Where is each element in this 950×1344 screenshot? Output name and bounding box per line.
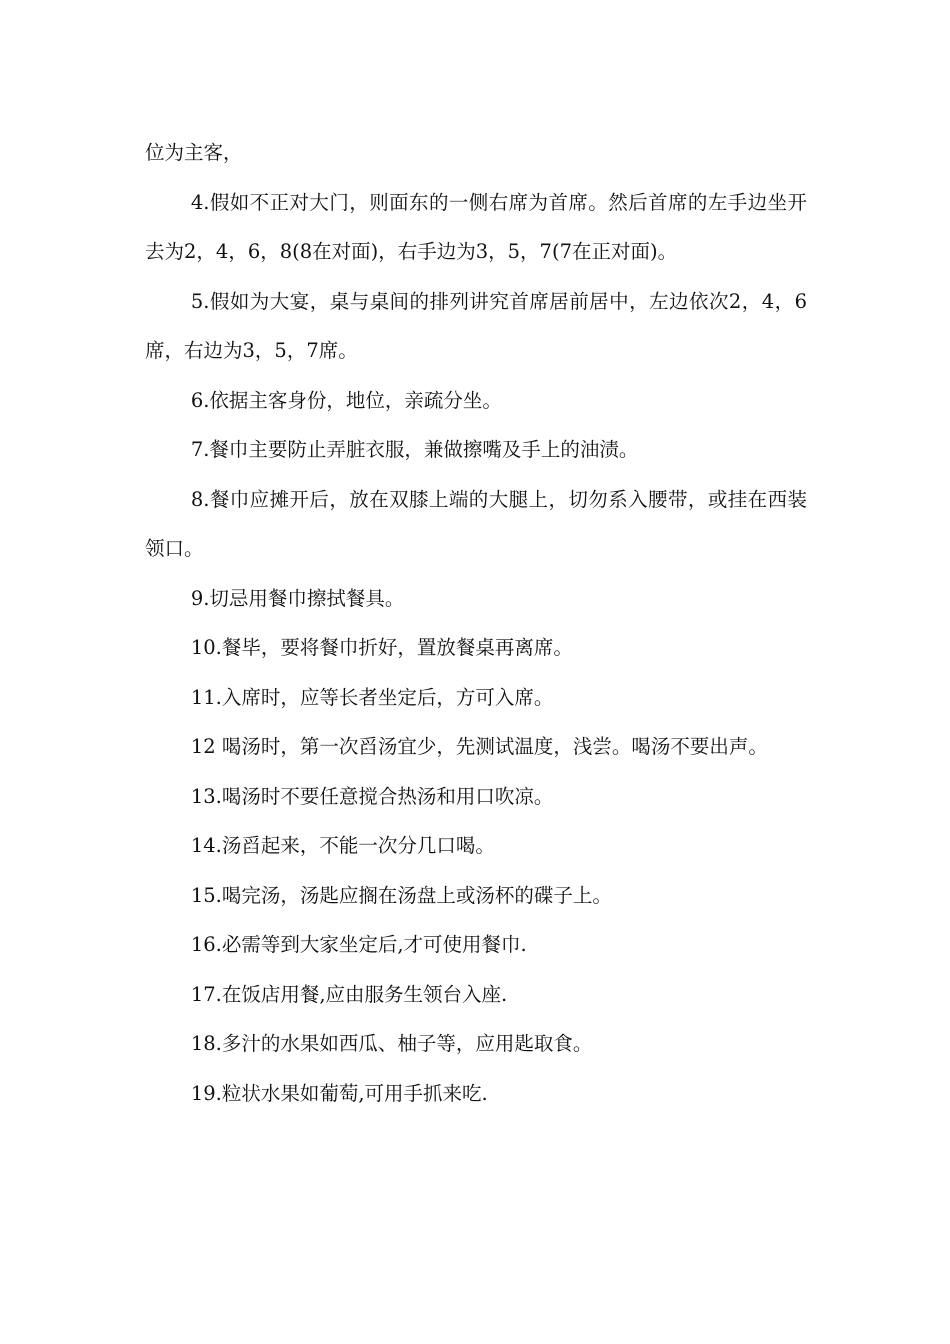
paragraph: 11.入席时，应等长者坐定后，方可入席。 xyxy=(190,685,554,709)
paragraph: 6.依据主客身份，地位，亲疏分坐。 xyxy=(190,388,502,412)
paragraph: 5.假如为大宴，桌与桌间的排列讲究首席居前居中，左边依次2，4，6席，右边为3，5，7席。 xyxy=(145,289,807,362)
paragraph: 4.假如不正对大门，则面东的一侧右席为首席。然后首席的左手边坐开去为2，4，6，8(8在对面)，右手边为3，5，7(7在正对面)。 xyxy=(145,190,807,263)
paragraph: 12 喝汤时，第一次舀汤宜少，先测试温度，浅尝。喝汤不要出声。 xyxy=(190,735,768,758)
paragraph: 9.切忌用餐巾擦拭餐具。 xyxy=(190,586,405,610)
paragraph: 19.粒状水果如葡萄,可用手抓来吃. xyxy=(190,1081,488,1105)
paragraph: 18.多汁的水果如西瓜、柚子等，应用匙取食。 xyxy=(190,1032,593,1055)
document-body xyxy=(145,128,807,1118)
paragraph: 14.汤舀起来，不能一次分几口喝。 xyxy=(190,834,495,857)
paragraph: 15.喝完汤，汤匙应搁在汤盘上或汤杯的碟子上。 xyxy=(190,883,612,907)
paragraph: 7.餐巾主要防止弄脏衣服，兼做擦嘴及手上的油渍。 xyxy=(190,438,639,461)
paragraph: 10.餐毕，要将餐巾折好，置放餐桌再离席。 xyxy=(190,636,573,659)
paragraph: 16.必需等到大家坐定后,才可使用餐巾. xyxy=(190,933,527,956)
paragraph: 17.在饭店用餐,应由服务生领台入座. xyxy=(190,982,508,1006)
paragraph: 13.喝汤时不要任意搅合热汤和用口吹凉。 xyxy=(190,784,554,808)
paragraph: 位为主客， xyxy=(145,141,243,164)
paragraph: 8.餐巾应摊开后，放在双膝上端的大腿上，切勿系入腰带，或挂在西装领口。 xyxy=(145,487,807,560)
